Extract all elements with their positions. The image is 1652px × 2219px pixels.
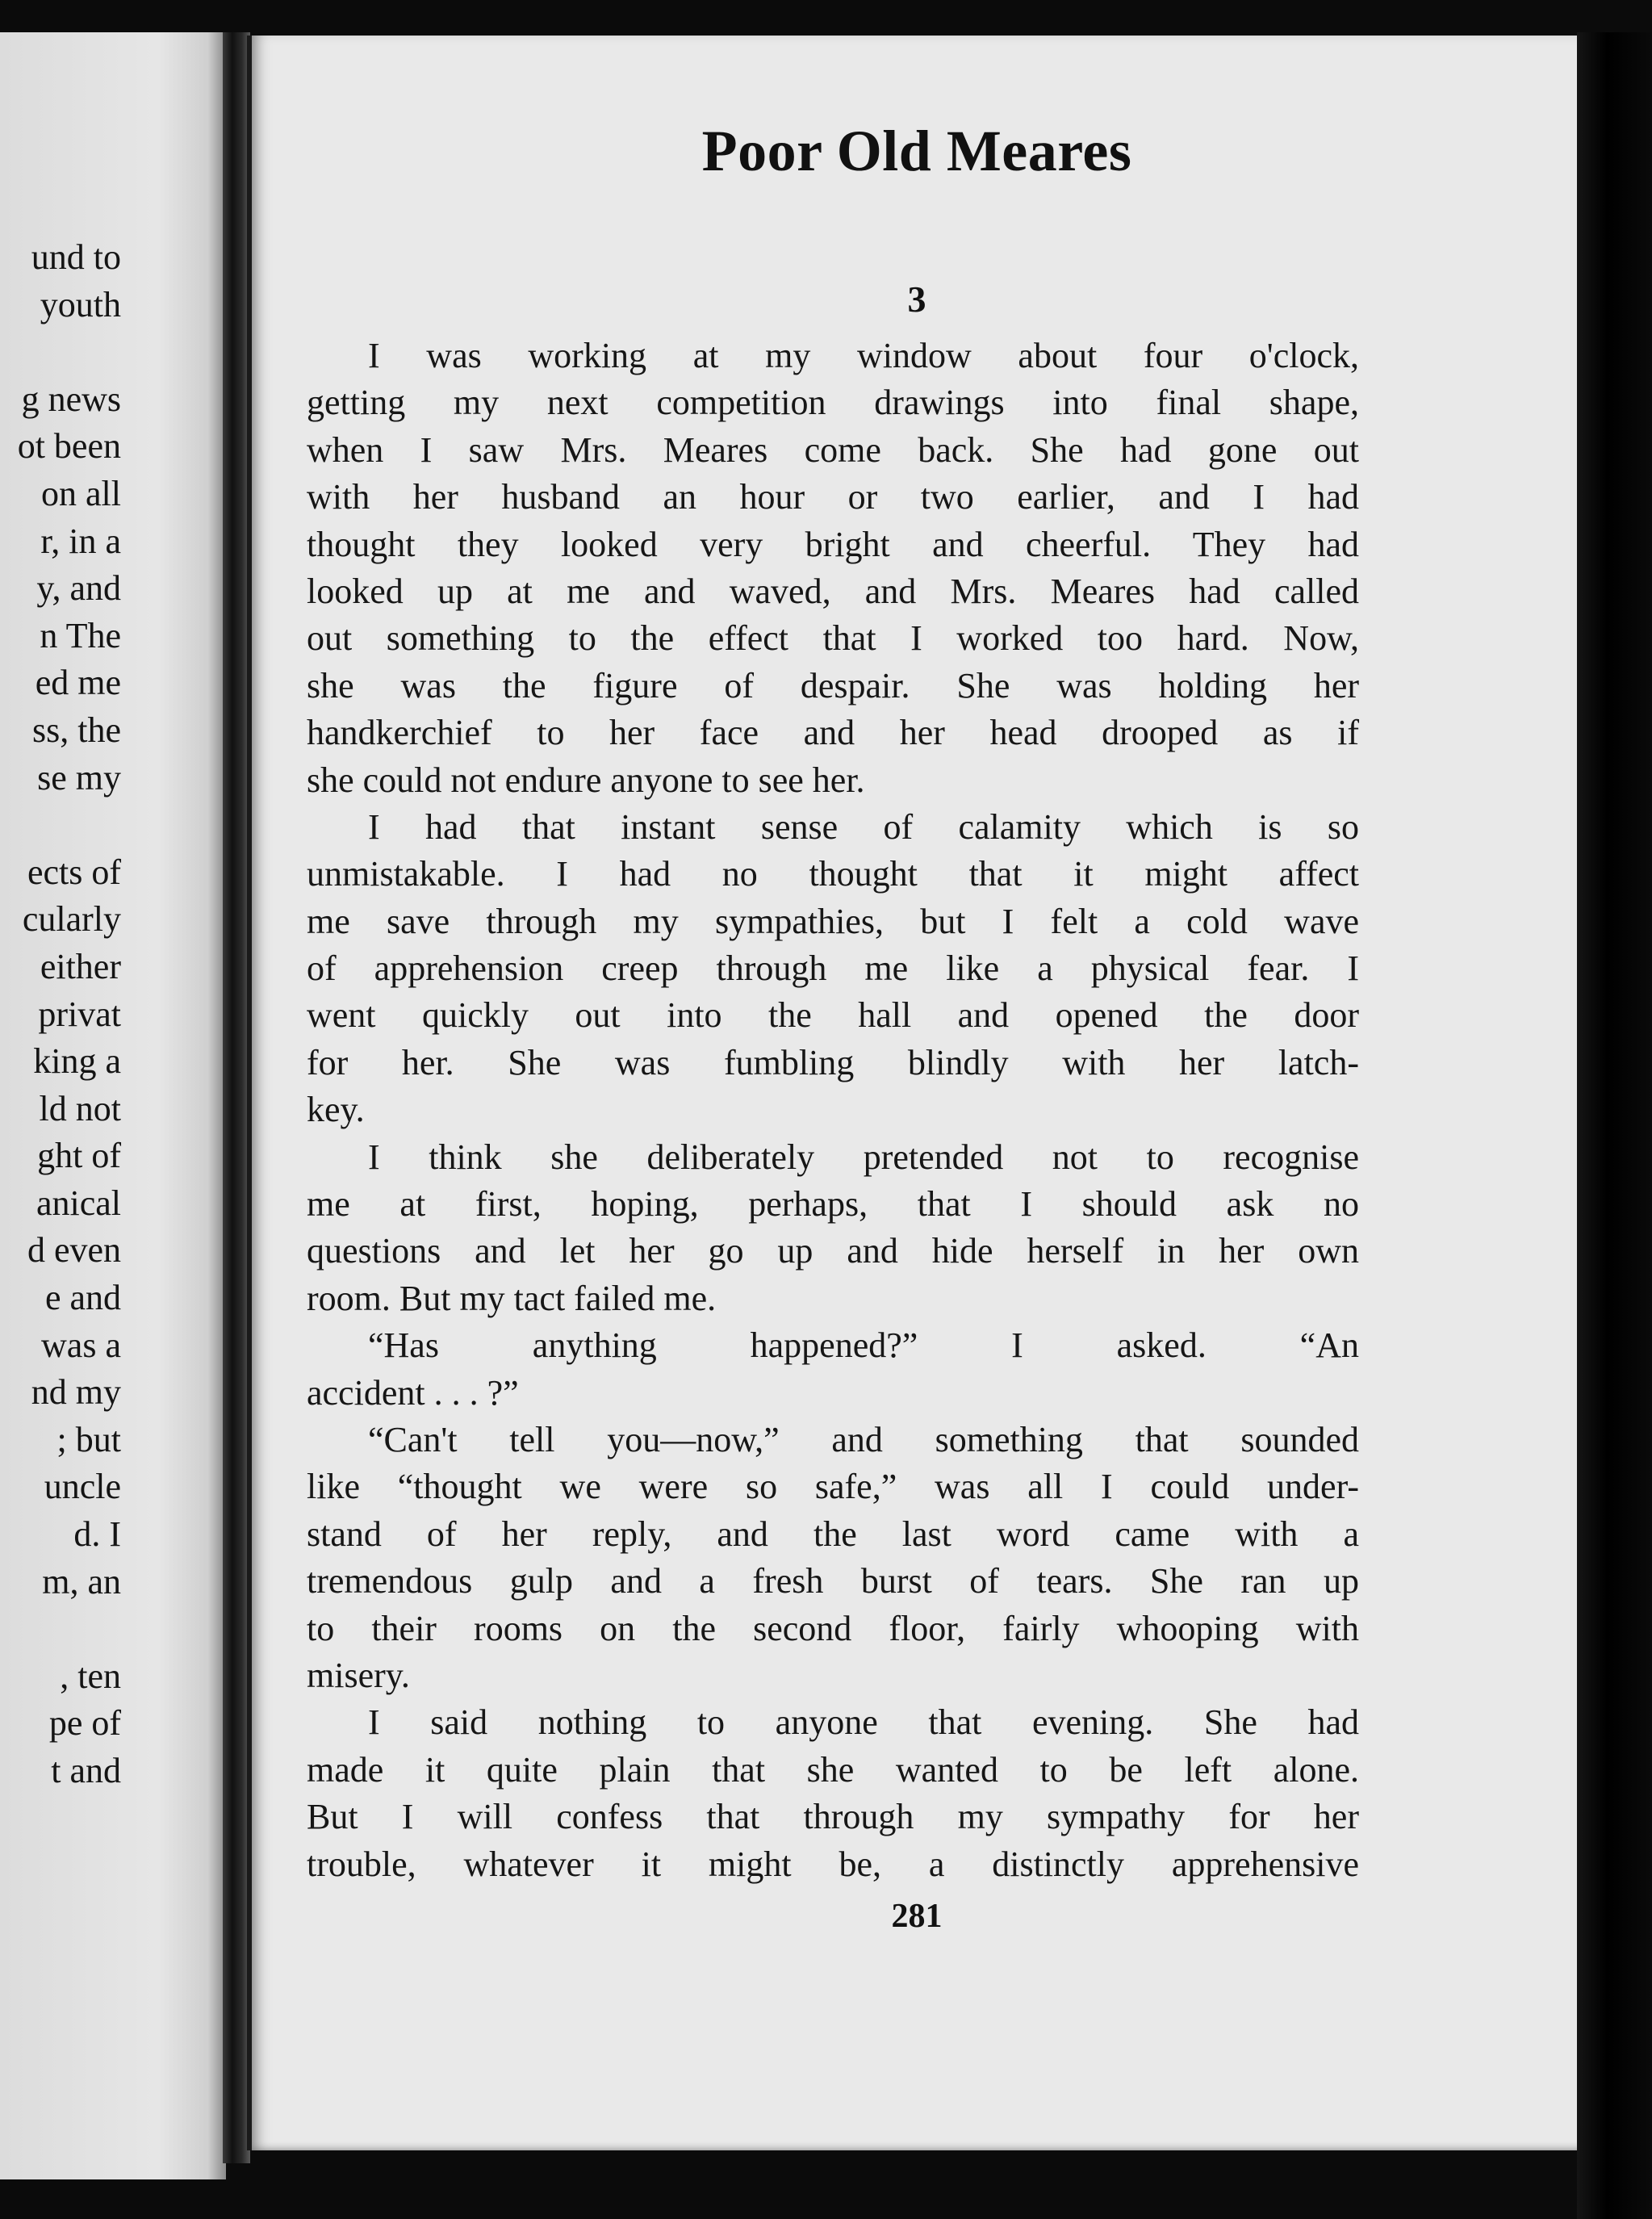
text-line: trouble, whatever it might be, a distinctly apprehensive <box>307 1844 1359 1884</box>
text-line: me save through my sympathies, but I felt a cold wave <box>307 901 1359 941</box>
text-line: accident . . . ?” <box>307 1372 519 1413</box>
left-line: n The <box>40 615 121 655</box>
text-line: like “thought we were so safe,” was all I could under- <box>307 1467 1359 1507</box>
text-line: out something to the effect that I worked too hard. Now, <box>307 618 1359 659</box>
text-line: stand of her reply, and the last word came with a <box>307 1514 1359 1554</box>
left-line: on all <box>41 473 121 513</box>
left-line: ght of <box>37 1136 121 1176</box>
text-line: she was the figure of despair. She was holding her <box>307 665 1359 705</box>
left-page-fragment <box>0 32 226 2179</box>
left-line: e and <box>44 1278 121 1318</box>
book-page <box>247 36 1582 2150</box>
text-line: key. <box>307 1090 365 1130</box>
text-line: made it quite plain that she wanted to be left alone. <box>307 1749 1359 1790</box>
text-line: of apprehension creep through me like a physical fear. I <box>307 948 1359 989</box>
text-line: unmistakable. I had no thought that it might affect <box>307 854 1359 894</box>
text-line: me at first, hoping, perhaps, that I should ask no <box>307 1184 1359 1225</box>
text-line: “Can't tell you—now,” and something that sounded <box>368 1419 1359 1459</box>
text-line: went quickly out into the hall and opened the door <box>307 995 1359 1036</box>
text-line: with her husband an hour or two earlier, and I had <box>307 477 1359 517</box>
text-line: getting my next competition drawings into final shape, <box>307 383 1359 423</box>
left-line: nd my <box>31 1372 121 1413</box>
text-line: tremendous gulp and a fresh burst of tears. She ran up <box>307 1561 1359 1601</box>
text-line: to their rooms on the second floor, fairly whooping with <box>307 1608 1359 1648</box>
left-line: t and <box>51 1751 121 1790</box>
left-line: ; but <box>56 1419 121 1459</box>
left-line: king a <box>33 1041 121 1082</box>
left-line: ss, the <box>32 710 121 750</box>
text-line: “Has anything happened?” I asked. “An <box>368 1325 1359 1366</box>
text-line: handkerchief to her face and her head drooped as if <box>307 713 1359 753</box>
left-line: privat <box>38 994 121 1034</box>
left-line: r, in a <box>40 521 121 561</box>
text-line: looked up at me and waved, and Mrs. Meares had called <box>307 571 1359 611</box>
page-number: 281 <box>891 1898 943 1935</box>
text-line: I was working at my window about four o'clock, <box>368 336 1359 375</box>
text-line: when I saw Mrs. Meares come back. She had gone out <box>307 429 1359 470</box>
left-line: ld not <box>39 1088 121 1128</box>
text-line: questions and let her go up and hide herself in her own <box>307 1231 1359 1271</box>
left-line: und to <box>31 237 121 277</box>
chapter-number: 3 <box>907 278 926 320</box>
body-text <box>307 333 1359 1888</box>
left-line: cularly <box>22 899 121 940</box>
text-line: for her. She was fumbling blindly with her latch- <box>307 1042 1359 1082</box>
left-line: either <box>40 946 121 986</box>
left-line: se my <box>37 757 121 798</box>
text-line: room. But my tact failed me. <box>307 1278 717 1318</box>
left-line: ects of <box>27 852 121 892</box>
left-line: d even <box>27 1230 121 1271</box>
left-page-text <box>0 234 121 1795</box>
text-line: misery. <box>307 1655 410 1695</box>
text-line: she could not endure anyone to see her. <box>307 760 865 800</box>
left-line: anical <box>36 1183 121 1223</box>
left-line: d. I <box>73 1514 121 1555</box>
left-line: g news <box>21 379 121 419</box>
scan-border <box>1577 32 1652 2219</box>
left-line: ot been <box>17 426 121 467</box>
text-line: I had that instant sense of calamity which is so <box>368 806 1359 847</box>
left-line: m, an <box>42 1561 121 1601</box>
text-line: I said nothing to anyone that evening. She had <box>368 1702 1359 1743</box>
left-line: y, and <box>36 568 121 609</box>
text-line: thought they looked very bright and cheerful. They had <box>307 524 1359 564</box>
text-line: But I will confess that through my sympathy for her <box>307 1797 1359 1837</box>
page-title: Poor Old Meares <box>701 119 1132 183</box>
left-line: ed me <box>35 663 121 703</box>
left-line: pe of <box>48 1703 121 1744</box>
left-line: was a <box>41 1325 121 1365</box>
text-line: I think she deliberately pretended not to recognise <box>368 1137 1359 1177</box>
left-line: , ten <box>60 1656 121 1696</box>
left-line: youth <box>40 284 121 324</box>
book-gutter <box>223 32 250 2163</box>
left-line: uncle <box>44 1467 121 1507</box>
